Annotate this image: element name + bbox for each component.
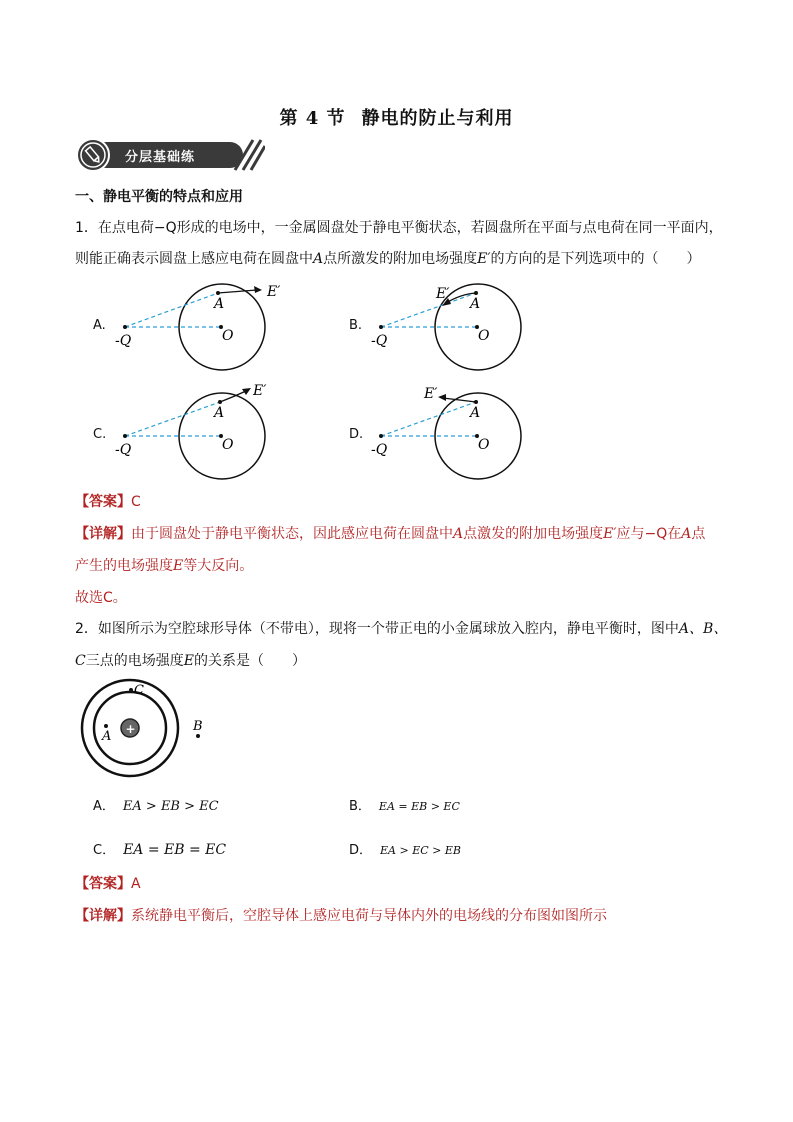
plus-sign: +: [125, 722, 136, 736]
q1-option-d-label: D.: [349, 427, 364, 442]
detail-text: 等大反向。: [183, 558, 254, 574]
q1-option-a-figure: [110, 276, 280, 376]
q1-option-a-label: A.: [93, 318, 106, 333]
q1-text-line1: 在点电荷−Q形成的电场中，一金属圆盘处于静电平衡状态，若圆盘所在平面与点电荷在同一平面内，: [97, 220, 723, 236]
q1-conclusion: 故选C。: [75, 590, 127, 606]
charge-label: -Q: [115, 333, 132, 349]
detail-var: A: [681, 526, 692, 542]
option-expr: EA = EB = EC: [123, 842, 227, 858]
charge-label: -Q: [115, 442, 132, 458]
option-label: C．: [93, 843, 116, 858]
charge-point: [123, 325, 127, 329]
q2-var-e: E: [183, 653, 194, 669]
q2-option-d: [349, 839, 461, 858]
point-b-label: B: [193, 719, 203, 734]
q1-option-b-label: B.: [349, 318, 363, 333]
point-c-label: C: [134, 683, 144, 698]
q2-text-a: 三点的电场强度: [85, 653, 184, 669]
field-label: E′: [436, 286, 450, 302]
point-a-label: A: [470, 296, 481, 312]
q2-option-b: [349, 795, 460, 814]
q1-number: 1．: [75, 220, 98, 236]
charge-label: -Q: [371, 333, 388, 349]
detail-text: 系统静电平衡后，空腔导体上感应电荷与导体内外的电场线的分布图如图所示: [131, 908, 607, 924]
field-label: E′: [424, 386, 438, 402]
q2-answer: [75, 874, 141, 894]
section-banner: [75, 137, 265, 173]
option-label: B．: [349, 799, 371, 814]
q1-detail-line2: [75, 556, 253, 576]
detail-text: 产生的电场强度: [75, 558, 173, 574]
field-arrow: [254, 286, 262, 293]
answer-value: C: [131, 494, 141, 510]
point-o-label: O: [222, 328, 234, 344]
banner-label: 分层基础练: [125, 150, 196, 165]
detail-tag: 【详解】: [75, 526, 131, 542]
point-a-label: A: [470, 405, 481, 421]
q2-line1: [75, 619, 727, 639]
section-heading: 一、静电平衡的特点和应用: [75, 189, 243, 205]
q1-text-a: 则能正确表示圆盘上感应电荷在圆盘中: [75, 251, 313, 267]
chapter-name: 静电的防止与利用: [361, 108, 514, 129]
detail-var: E: [173, 558, 184, 574]
detail-text: 点: [691, 526, 706, 542]
q1-text-b: 点所激发的附加电场强度: [323, 251, 478, 267]
q1-option-d-figure: [366, 384, 536, 484]
option-label: A．: [93, 799, 115, 814]
field-label: E′: [267, 284, 280, 300]
page-title: [0, 104, 793, 130]
q2-number: 2．: [75, 621, 98, 637]
q1-var-a: A: [313, 251, 324, 267]
charge-label: -Q: [371, 442, 388, 458]
q1-option-b-figure: [366, 276, 536, 376]
point-a-label: A: [214, 296, 225, 312]
q2-option-c: [93, 839, 226, 858]
option-expr: EA > EB > EC: [122, 799, 219, 814]
point-o-label: O: [478, 328, 490, 344]
detail-text: 由于圆盘处于静电平衡状态，因此感应电荷在圆盘中: [131, 526, 453, 542]
point-o-label: O: [222, 437, 234, 453]
detail-text: 点激发的附加电场强度: [463, 526, 604, 542]
option-expr: EA > EC > EB: [380, 844, 461, 857]
answer-tag: 【答案】: [75, 494, 131, 510]
q1-text-c: 的方向的是下列选项中的（ ）: [490, 251, 701, 267]
q1-answer: [75, 492, 141, 512]
q2-text-line1: 如图所示为空腔球形导体（不带电），现将一个带正电的小金属球放入腔内，静电平衡时，图中: [97, 621, 679, 637]
detail-tag: 【详解】: [75, 908, 131, 924]
q2-text-b: 的关系是（ ）: [193, 653, 306, 669]
q1-option-c-figure: [110, 384, 280, 484]
point-o-label: O: [478, 437, 490, 453]
detail-var: A: [453, 526, 464, 542]
answer-value: A: [131, 876, 141, 892]
dash-line-to-a: [125, 293, 218, 327]
q1-line1: [75, 218, 723, 238]
option-label: D．: [349, 843, 373, 858]
q1-var-e: E′: [477, 251, 491, 267]
detail-text: 应与−Q在: [616, 526, 682, 542]
q1-line2: [75, 249, 701, 269]
field-label: E′: [253, 384, 267, 399]
point-a-label: A: [102, 729, 112, 744]
q2-figure: [78, 676, 218, 786]
q2-vars: A、B、: [678, 621, 728, 637]
q2-detail: [75, 906, 607, 926]
q1-option-c-label: C.: [93, 427, 107, 442]
q1-detail-line1: [75, 524, 705, 544]
detail-var: E′: [603, 526, 617, 542]
q2-var-c: C: [75, 653, 86, 669]
answer-tag: 【答案】: [75, 876, 131, 892]
chapter-number: 第 4 节: [279, 108, 346, 129]
q2-option-a: [93, 795, 219, 814]
option-expr: EA = EB > EC: [378, 800, 460, 813]
q2-line2: [75, 651, 306, 671]
point-a-label: A: [214, 405, 225, 421]
field-arrow: [438, 394, 446, 401]
